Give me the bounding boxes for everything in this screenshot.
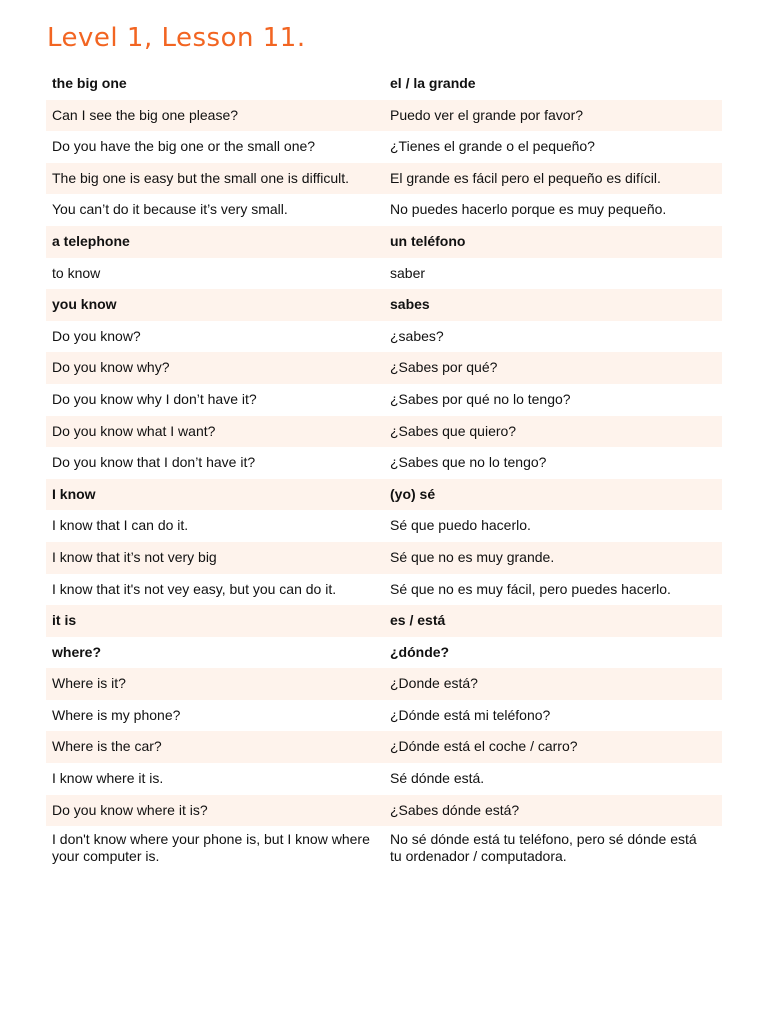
table-row-heading	[46, 226, 722, 258]
vocabulary-table	[46, 68, 722, 866]
spanish-phrase: Puedo ver el grande por favor?	[390, 106, 584, 123]
table-row	[46, 352, 722, 384]
table-row	[46, 795, 722, 827]
spanish-phrase: ¿Dónde está el coche / carro?	[390, 738, 578, 755]
english-phrase: I know	[52, 485, 96, 502]
english-phrase: the big one	[52, 75, 127, 91]
table-row	[46, 416, 722, 448]
english-phrase: to know	[52, 264, 101, 281]
english-phrase: Where is the car?	[52, 738, 162, 755]
english-phrase: Do you know?	[52, 327, 141, 344]
spanish-phrase: ¿Sabes que quiero?	[390, 422, 517, 439]
english-phrase: it is	[52, 612, 77, 629]
spanish-phrase: Sé que puedo hacerlo.	[390, 517, 531, 534]
english-phrase: I don't know where your phone is, but I know where your computer is.	[52, 831, 370, 865]
spanish-phrase: Sé dónde está.	[390, 770, 485, 787]
english-phrase: Where is my phone?	[52, 706, 181, 723]
spanish-phrase: (yo) sé	[390, 485, 436, 502]
spanish-phrase: ¿Dónde está mi teléfono?	[390, 706, 551, 723]
table-row	[46, 194, 722, 226]
table-row	[46, 131, 722, 163]
table-row	[46, 384, 722, 416]
table-row	[46, 100, 722, 132]
spanish-phrase: ¿Donde está?	[390, 675, 478, 692]
english-phrase: I know that it’s not very big	[52, 548, 217, 565]
table-row	[46, 700, 722, 732]
english-phrase: Do you know where it is?	[52, 801, 208, 818]
spanish-phrase: ¿Tienes el grande o el pequeño?	[390, 138, 595, 155]
english-phrase: you know	[52, 296, 117, 313]
english-phrase: I know that it's not vey easy, but you can do it.	[52, 580, 337, 597]
table-row-heading	[46, 479, 722, 511]
english-phrase: Do you know why?	[52, 359, 170, 376]
english-phrase: Do you know that I don’t have it?	[52, 454, 256, 471]
english-phrase: I know that I can do it.	[52, 517, 189, 534]
spanish-phrase: El grande es fácil pero el pequeño es difícil.	[390, 169, 661, 186]
spanish-phrase: No puedes hacerlo porque es muy pequeño.	[390, 201, 667, 218]
table-row	[46, 163, 722, 195]
table-row	[46, 321, 722, 353]
english-phrase: a telephone	[52, 232, 130, 249]
english-phrase: Do you have the big one or the small one?	[52, 138, 316, 155]
spanish-phrase: ¿Sabes por qué no lo tengo?	[390, 390, 571, 407]
spanish-phrase: ¿Sabes dónde está?	[390, 801, 520, 818]
table-row	[46, 258, 722, 290]
table-row	[46, 826, 722, 866]
spanish-phrase: Sé que no es muy fácil, pero puedes hacerlo.	[390, 580, 671, 597]
table-row-heading	[46, 289, 722, 321]
spanish-phrase: Sé que no es muy grande.	[390, 548, 555, 565]
english-phrase: where?	[52, 643, 102, 660]
spanish-phrase: ¿Sabes por qué?	[390, 359, 498, 376]
table-row	[46, 668, 722, 700]
table-row-heading	[46, 605, 722, 637]
spanish-phrase: ¿dónde?	[390, 643, 450, 660]
english-phrase: Do you know what I want?	[52, 422, 216, 439]
table-row	[46, 447, 722, 479]
english-phrase: The big one is easy but the small one is difficult.	[52, 169, 350, 186]
table-row	[46, 763, 722, 795]
spanish-phrase: un teléfono	[390, 232, 466, 249]
table-row-heading	[46, 68, 722, 100]
spanish-phrase: ¿sabes?	[390, 327, 444, 344]
english-phrase: Where is it?	[52, 675, 126, 692]
spanish-phrase: sabes	[390, 296, 430, 313]
spanish-phrase: saber	[390, 264, 426, 281]
spanish-phrase: es / está	[390, 612, 446, 629]
table-row	[46, 510, 722, 542]
table-row	[46, 542, 722, 574]
table-row	[46, 574, 722, 606]
table-row	[46, 731, 722, 763]
page-title: Level 1, Lesson 11.	[47, 23, 306, 53]
spanish-phrase: ¿Sabes que no lo tengo?	[390, 454, 547, 471]
spanish-phrase: el / la grande	[390, 75, 476, 91]
spanish-phrase: No sé dónde está tu teléfono, pero sé dónde está tu ordenador / computadora.	[390, 831, 697, 865]
table-row-heading	[46, 637, 722, 669]
english-phrase: I know where it is.	[52, 770, 164, 787]
english-phrase: Do you know why I don’t have it?	[52, 390, 257, 407]
english-phrase: Can I see the big one please?	[52, 106, 239, 123]
english-phrase: You can’t do it because it’s very small.	[52, 201, 288, 218]
